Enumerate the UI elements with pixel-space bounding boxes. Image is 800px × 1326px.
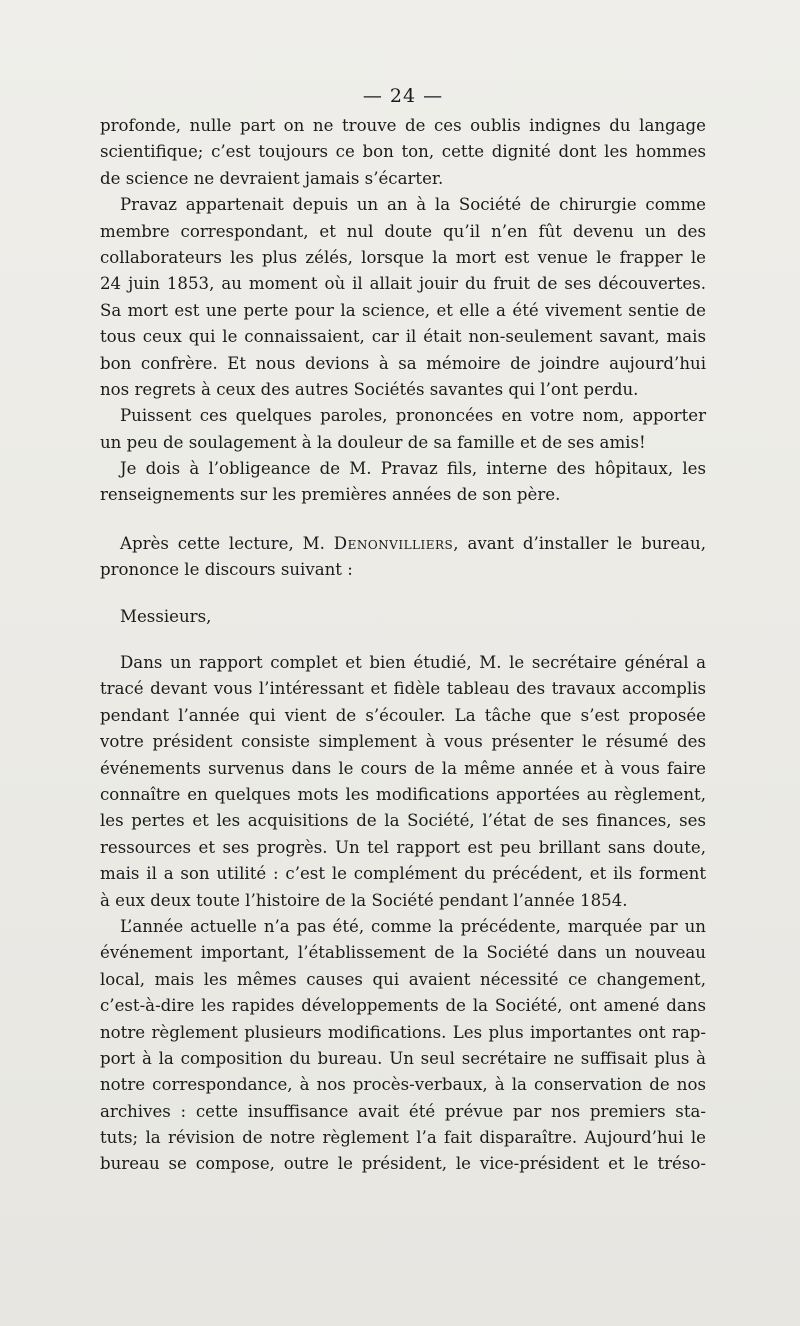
text-line: mais il a son utilité : c’est le complément du précédent, et ils forment [100, 864, 706, 884]
page-number: — 24 — [362, 85, 444, 107]
text-line: scientifique; c’est toujours ce bon ton, cette dignité dont les hommes [100, 142, 706, 162]
text-line: port à la composition du bureau. Un seul secrétaire ne suffisait plus à [100, 1048, 706, 1068]
text-line: Puissent ces quelques paroles, prononcées en votre nom, apporter [120, 406, 706, 426]
text-fragment: , avant d’installer le bureau, [453, 533, 706, 553]
page-body [100, 83, 706, 1178]
spacer [100, 509, 706, 531]
text-line: de science ne devraient jamais s’écarter. [100, 168, 444, 188]
text-line: Dans un rapport complet et bien étudié, M. le secrétaire général a [120, 653, 706, 673]
spacer [100, 630, 706, 650]
paragraph-7 [100, 914, 706, 1178]
spacer [100, 584, 706, 604]
text-line: Pravaz appartenait depuis un an à la Société de chirurgie comme [120, 195, 706, 215]
text-line: pendant l’année qui vient de s’écouler. La tâche que s’est proposée [100, 705, 706, 725]
paragraph-5 [100, 531, 706, 584]
text-line: renseignements sur les premières années de son père. [100, 485, 561, 505]
text-line: tuts; la révision de notre règlement l’a fait disparaître. Aujourd’hui le [100, 1128, 706, 1148]
text-line: bon confrère. Et nous devions à sa mémoire de joindre aujourd’hui [100, 353, 706, 373]
paragraph-1 [100, 113, 706, 192]
text-line: notre règlement plusieurs modifications. Les plus importantes ont rap- [100, 1022, 706, 1042]
text-line: un peu de soulagement à la douleur de sa famille et de ses amis! [100, 432, 646, 452]
text-line: L’année actuelle n’a pas été, comme la précédente, marquée par un [120, 916, 706, 936]
text-line: c’est-à-dire les rapides développements de la Société, ont amené dans [100, 996, 706, 1016]
speaker-name: Denonvilliers [333, 533, 454, 553]
paragraph-3 [100, 403, 706, 456]
text-line: connaître en quelques mots les modifications apportées au règlement, [100, 784, 706, 804]
text-line: événement important, l’établissement de la Société dans un nouveau [100, 943, 706, 963]
text-line: 24 juin 1853, au moment où il allait jouir du fruit de ses découvertes. [100, 274, 706, 294]
text-line: votre président consiste simplement à vous présenter le résumé des [100, 732, 706, 752]
text-line: membre correspondant, et nul doute qu’il n’en fût devenu un des [100, 221, 706, 241]
text-line: Sa mort est une perte pour la science, et elle a été vivement sentie de [100, 300, 706, 320]
paragraph-6 [100, 650, 706, 914]
text-line: collaborateurs les plus zélés, lorsque la mort est venue le frapper le [100, 247, 706, 267]
text-line: nos regrets à ceux des autres Sociétés savantes qui l’ont perdu. [100, 379, 639, 399]
text-line: prononce le discours suivant : [100, 560, 353, 580]
paragraph-4 [100, 456, 706, 509]
text-line [100, 531, 706, 557]
text-line: notre correspondance, à nos procès-verbaux, à la conservation de nos [100, 1075, 706, 1095]
text-line: les pertes et les acquisitions de la Société, l’état de ses finances, ses [100, 811, 706, 831]
text-line: à eux deux toute l’histoire de la Société pendant l’année 1854. [100, 890, 628, 910]
text-fragment: Après cette lecture, M. [120, 533, 334, 553]
text-line: bureau se compose, outre le président, le vice-président et le tréso- [100, 1154, 706, 1174]
text-line: local, mais les mêmes causes qui avaient nécessité ce changement, [100, 969, 706, 989]
text-line: tous ceux qui le connaissaient, car il était non-seulement savant, mais [100, 327, 706, 347]
text-line: profonde, nulle part on ne trouve de ces oublis indignes du langage [100, 116, 706, 135]
text-line: archives : cette insuffisance avait été prévue par nos premiers sta- [100, 1101, 706, 1121]
paragraph-2 [100, 192, 706, 403]
text-line: ressources et ses progrès. Un tel rapport est peu brillant sans doute, [100, 837, 706, 857]
text-line: tracé devant vous l’intéressant et fidèle tableau des travaux accomplis [100, 679, 706, 699]
text-line: Je dois à l’obligeance de M. Pravaz fils, interne des hôpitaux, les [120, 459, 706, 479]
text-line: événements survenus dans le cours de la même année et à vous faire [100, 758, 706, 778]
salutation: Messieurs, [120, 606, 212, 626]
